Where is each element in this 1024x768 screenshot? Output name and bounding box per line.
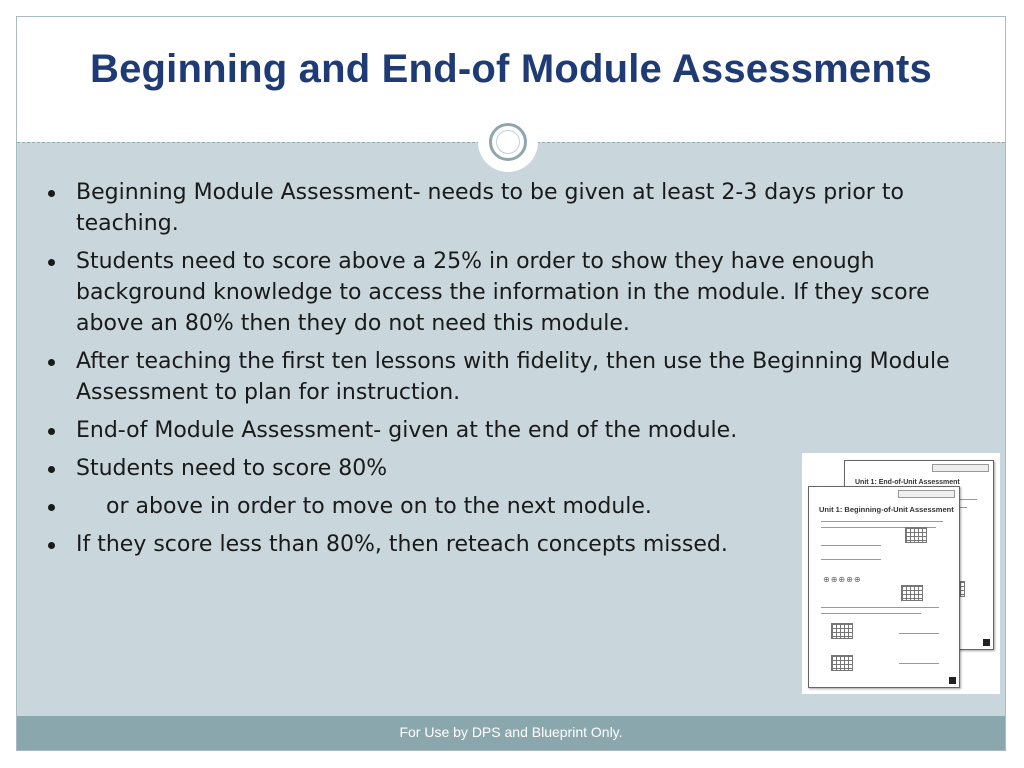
worksheet-rule (821, 545, 881, 546)
slide-title: Beginning and End-of Module Assessments (90, 47, 932, 91)
bullet-text: If they score less than 80%, then reteach concepts missed. (76, 532, 728, 557)
slide (16, 16, 1006, 751)
worksheet-rule (821, 559, 881, 560)
bullet-item (45, 346, 990, 408)
grid-graphic (831, 623, 853, 639)
grid-graphic (831, 655, 853, 671)
worksheet-header-tag (932, 464, 989, 472)
bullet-item (45, 415, 990, 446)
bullet-text: or above in order to move on to the next module. (106, 494, 652, 519)
bullet-item (45, 177, 990, 239)
bullet-text: Students need to score 80% (76, 456, 388, 481)
bullet-text: Beginning Module Assessment- needs to be given at least 2-3 days prior to teaching. (76, 180, 904, 236)
corner-mark (949, 677, 956, 684)
worksheet-header-tag (898, 490, 955, 498)
corner-mark (983, 639, 990, 646)
ring-ornament-icon (489, 123, 527, 161)
footer-band (17, 716, 1005, 750)
circle-groups-icon: ⊕⊕⊕⊕⊕ (823, 575, 862, 584)
bullet-item (45, 246, 990, 339)
worksheet-rule (899, 663, 939, 664)
worksheet-rule (821, 607, 939, 608)
grid-graphic (901, 585, 923, 601)
worksheet-rule (899, 633, 939, 634)
worksheet-title: Unit 1: End-of-Unit Assessment (855, 479, 960, 486)
worksheet-title: Unit 1: Beginning-of-Unit Assessment (819, 505, 954, 514)
beginning-of-unit-worksheet (808, 486, 960, 688)
worksheet-image (802, 453, 1000, 694)
footer-text: For Use by DPS and Blueprint Only. (399, 724, 623, 740)
bullet-text: Students need to score above a 25% in order to show they have enough background knowledge to access the information in the module. If they score above an 80% then they do not need this module. (76, 249, 930, 336)
worksheet-rule (821, 613, 921, 614)
bullet-text: After teaching the first ten lessons with fidelity, then use the Beginning Module Assessment to plan for instruction. (76, 349, 950, 405)
bullet-text: End-of Module Assessment- given at the end of the module. (76, 418, 738, 443)
grid-graphic (905, 527, 927, 543)
worksheet-rule (821, 521, 943, 522)
